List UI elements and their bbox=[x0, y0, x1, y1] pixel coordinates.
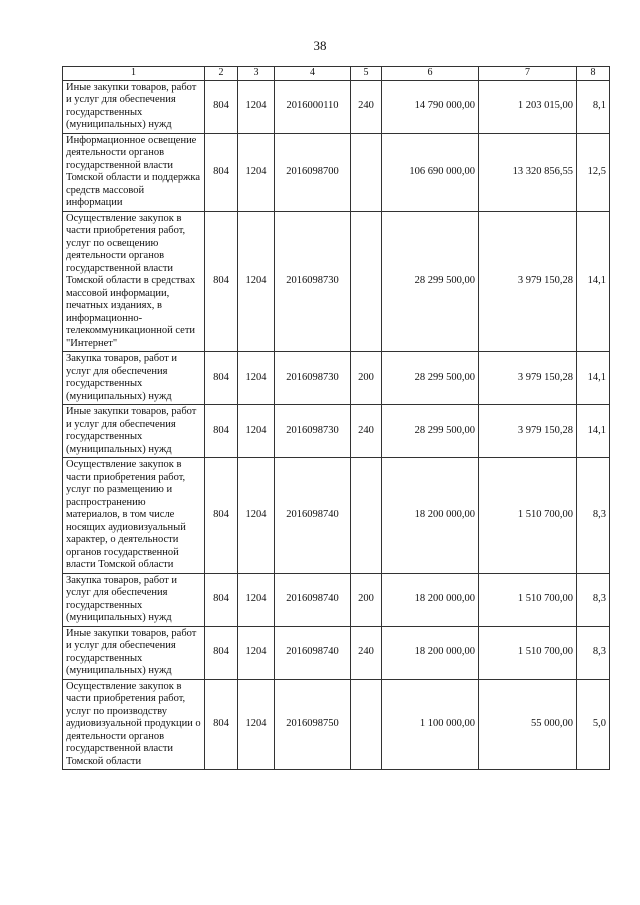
actual-amount: 3 979 150,28 bbox=[479, 352, 577, 405]
section-code: 1204 bbox=[238, 211, 275, 352]
ministry-code: 804 bbox=[205, 133, 238, 211]
target-article-code: 2016000110 bbox=[275, 80, 351, 133]
row-description: Иные закупки товаров, работ и услуг для обеспечения государственных (муниципальных) нужд bbox=[63, 80, 205, 133]
section-code: 1204 bbox=[238, 458, 275, 574]
expense-type-code: 240 bbox=[351, 626, 382, 679]
plan-amount: 28 299 500,00 bbox=[382, 211, 479, 352]
actual-amount: 3 979 150,28 bbox=[479, 405, 577, 458]
execution-percent: 8,3 bbox=[577, 458, 610, 574]
execution-percent: 14,1 bbox=[577, 405, 610, 458]
column-header: 4 bbox=[275, 67, 351, 81]
expense-type-code: 240 bbox=[351, 80, 382, 133]
actual-amount: 13 320 856,55 bbox=[479, 133, 577, 211]
expense-type-code: 200 bbox=[351, 573, 382, 626]
section-code: 1204 bbox=[238, 133, 275, 211]
row-description: Иные закупки товаров, работ и услуг для обеспечения государственных (муниципальных) нужд bbox=[63, 626, 205, 679]
row-description: Иные закупки товаров, работ и услуг для обеспечения государственных (муниципальных) нужд bbox=[63, 405, 205, 458]
column-header: 1 bbox=[63, 67, 205, 81]
target-article-code: 2016098730 bbox=[275, 211, 351, 352]
table-row bbox=[63, 679, 610, 770]
table-row bbox=[63, 211, 610, 352]
ministry-code: 804 bbox=[205, 679, 238, 770]
plan-amount: 14 790 000,00 bbox=[382, 80, 479, 133]
actual-amount: 1 510 700,00 bbox=[479, 626, 577, 679]
plan-amount: 28 299 500,00 bbox=[382, 352, 479, 405]
ministry-code: 804 bbox=[205, 211, 238, 352]
expense-type-code bbox=[351, 133, 382, 211]
row-description: Закупка товаров, работ и услуг для обеспечения государственных (муниципальных) нужд bbox=[63, 573, 205, 626]
page-number: 38 bbox=[313, 38, 327, 53]
table-row bbox=[63, 133, 610, 211]
table-row bbox=[63, 626, 610, 679]
expense-type-code: 240 bbox=[351, 405, 382, 458]
expense-type-code bbox=[351, 458, 382, 574]
ministry-code: 804 bbox=[205, 80, 238, 133]
row-description: Информационное освещение деятельности органов государственной власти Томской области и поддержка средств массовой информации bbox=[63, 133, 205, 211]
target-article-code: 2016098730 bbox=[275, 405, 351, 458]
row-description: Осуществление закупок в части приобретения работ, услуг по производству аудиовизуальной продукции о деятельности органов государственной власти Томской области bbox=[63, 679, 205, 770]
plan-amount: 106 690 000,00 bbox=[382, 133, 479, 211]
section-code: 1204 bbox=[238, 80, 275, 133]
column-header: 7 bbox=[479, 67, 577, 81]
column-header: 6 bbox=[382, 67, 479, 81]
execution-percent: 5,0 bbox=[577, 679, 610, 770]
section-code: 1204 bbox=[238, 352, 275, 405]
row-description: Закупка товаров, работ и услуг для обеспечения государственных (муниципальных) нужд bbox=[63, 352, 205, 405]
column-header: 3 bbox=[238, 67, 275, 81]
ministry-code: 804 bbox=[205, 352, 238, 405]
table-row bbox=[63, 405, 610, 458]
execution-percent: 12,5 bbox=[577, 133, 610, 211]
target-article-code: 2016098740 bbox=[275, 626, 351, 679]
plan-amount: 28 299 500,00 bbox=[382, 405, 479, 458]
column-header: 8 bbox=[577, 67, 610, 81]
actual-amount: 3 979 150,28 bbox=[479, 211, 577, 352]
actual-amount: 55 000,00 bbox=[479, 679, 577, 770]
target-article-code: 2016098740 bbox=[275, 458, 351, 574]
plan-amount: 18 200 000,00 bbox=[382, 573, 479, 626]
ministry-code: 804 bbox=[205, 573, 238, 626]
execution-percent: 8,3 bbox=[577, 626, 610, 679]
plan-amount: 18 200 000,00 bbox=[382, 458, 479, 574]
column-header: 5 bbox=[351, 67, 382, 81]
section-code: 1204 bbox=[238, 626, 275, 679]
actual-amount: 1 203 015,00 bbox=[479, 80, 577, 133]
target-article-code: 2016098750 bbox=[275, 679, 351, 770]
target-article-code: 2016098740 bbox=[275, 573, 351, 626]
target-article-code: 2016098730 bbox=[275, 352, 351, 405]
row-description: Осуществление закупок в части приобретения работ, услуг по освещению деятельности органов государственной власти Томской области в средствах массовой информации, печатных изданиях, в информационно-телекоммуникационной сети "Интернет" bbox=[63, 211, 205, 352]
table-row bbox=[63, 352, 610, 405]
ministry-code: 804 bbox=[205, 626, 238, 679]
table-row bbox=[63, 573, 610, 626]
execution-percent: 8,1 bbox=[577, 80, 610, 133]
target-article-code: 2016098700 bbox=[275, 133, 351, 211]
table-row bbox=[63, 80, 610, 133]
section-code: 1204 bbox=[238, 573, 275, 626]
expense-type-code bbox=[351, 679, 382, 770]
section-code: 1204 bbox=[238, 679, 275, 770]
section-code: 1204 bbox=[238, 405, 275, 458]
budget-table bbox=[62, 66, 610, 770]
column-header: 2 bbox=[205, 67, 238, 81]
execution-percent: 14,1 bbox=[577, 211, 610, 352]
actual-amount: 1 510 700,00 bbox=[479, 573, 577, 626]
plan-amount: 18 200 000,00 bbox=[382, 626, 479, 679]
header-row bbox=[63, 67, 610, 81]
ministry-code: 804 bbox=[205, 405, 238, 458]
plan-amount: 1 100 000,00 bbox=[382, 679, 479, 770]
expense-type-code bbox=[351, 211, 382, 352]
ministry-code: 804 bbox=[205, 458, 238, 574]
table-row bbox=[63, 458, 610, 574]
execution-percent: 8,3 bbox=[577, 573, 610, 626]
actual-amount: 1 510 700,00 bbox=[479, 458, 577, 574]
expense-type-code: 200 bbox=[351, 352, 382, 405]
execution-percent: 14,1 bbox=[577, 352, 610, 405]
row-description: Осуществление закупок в части приобретения работ, услуг по размещению и распространению материалов, в том числе носящих аудиовизуальный характер, о деятельности органов государственной власти Томской области bbox=[63, 458, 205, 574]
